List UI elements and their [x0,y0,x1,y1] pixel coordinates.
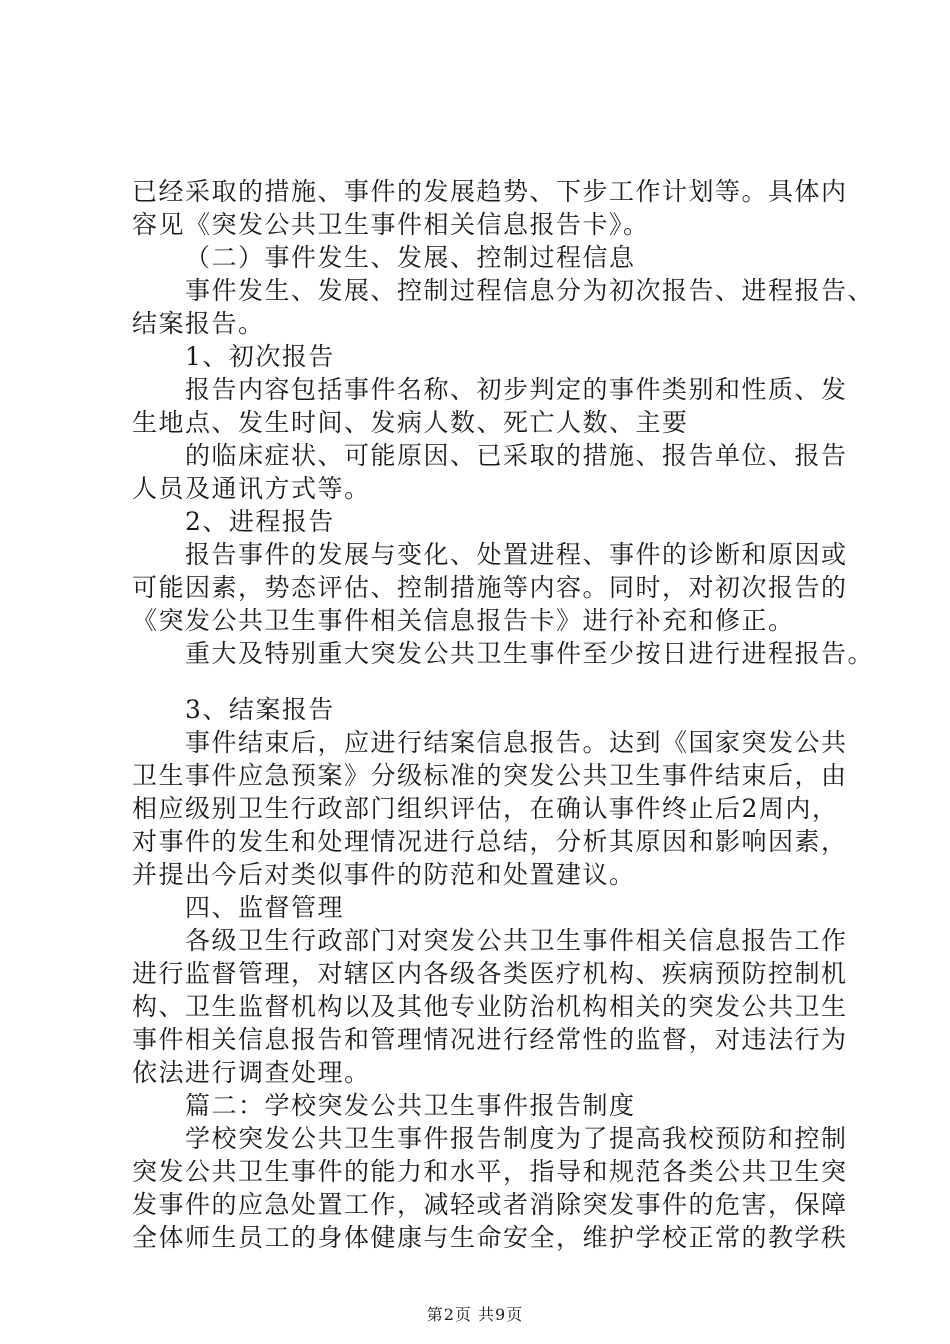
text-line: 进行监督管理，对辖区内各级各类医疗机构、疾病预防控制机 [132,959,848,988]
text-line: 事件结束后，应进行结案信息报告。达到《国家突发公共 [185,728,848,757]
text-line: 生地点、发生时间、发病人数、死亡人数、主要 [132,408,689,437]
text-line: 依法进行调查处理。 [132,1058,371,1087]
text-line: 已经采取的措施、事件的发展趋势、下步工作计划等。具体内 [132,177,848,206]
text-line: 卫生事件应急预案》分级标准的突发公共卫生事件结束后，由 [132,761,848,790]
text-line: 构、卫生监督机构以及其他专业防治机构相关的突发公共卫生 [132,992,848,1021]
text-line: 报告内容包括事件名称、初步判定的事件类别和性质、发 [185,375,848,404]
text-line: 学校突发公共卫生事件报告制度为了提高我校预防和控制 [185,1124,848,1153]
text-line: 并提出今后对类似事件的防范和处置建议。 [132,860,636,889]
text-line: 的临床症状、可能原因、已采取的措施、报告单位、报告 [185,441,848,470]
text-line: 2、进程报告 [185,507,335,536]
text-line: 重大及特别重大突发公共卫生事件至少按日进行进程报告。 [185,639,875,668]
page-footer: 第2页 共9页 [426,1305,524,1324]
text-line: 可能因素，势态评估、控制措施等内容。同时，对初次报告的 [132,573,848,602]
text-line: 报告事件的发展与变化、处置进程、事件的诊断和原因或 [185,540,848,569]
text-line: （二）事件发生、发展、控制过程信息 [185,243,636,272]
text-line: 发事件的应急处置工作，减轻或者消除突发事件的危害，保障 [132,1190,848,1219]
text-line: 事件发生、发展、控制过程信息分为初次报告、进程报告、 [185,276,875,305]
text-line: 容见《突发公共卫生事件相关信息报告卡》。 [132,210,650,239]
text-line: 相应级别卫生行政部门组织评估，在确认事件终止后2周内， [132,794,839,823]
text-line: 事件相关信息报告和管理情况进行经常性的监督，对违法行为 [132,1025,848,1054]
text-line: 《突发公共卫生事件相关信息报告卡》进行补充和修正。 [132,606,795,635]
text-line: 全体师生员工的身体健康与生命安全，维护学校正常的教学秩 [132,1223,848,1252]
text-line: 突发公共卫生事件的能力和水平，指导和规范各类公共卫生突 [132,1157,848,1186]
text-line: 四、监督管理 [185,893,345,922]
text-line: 1、初次报告 [185,342,335,371]
text-line: 人员及通讯方式等。 [132,474,371,503]
text-line: 3、结案报告 [185,695,335,724]
text-line: 结案报告。 [132,309,265,338]
text-line: 对事件的发生和处理情况进行总结，分析其原因和影响因素， [132,827,848,856]
text-line: 篇二：学校突发公共卫生事件报告制度 [185,1091,636,1120]
text-line: 各级卫生行政部门对突发公共卫生事件相关信息报告工作 [185,926,848,955]
